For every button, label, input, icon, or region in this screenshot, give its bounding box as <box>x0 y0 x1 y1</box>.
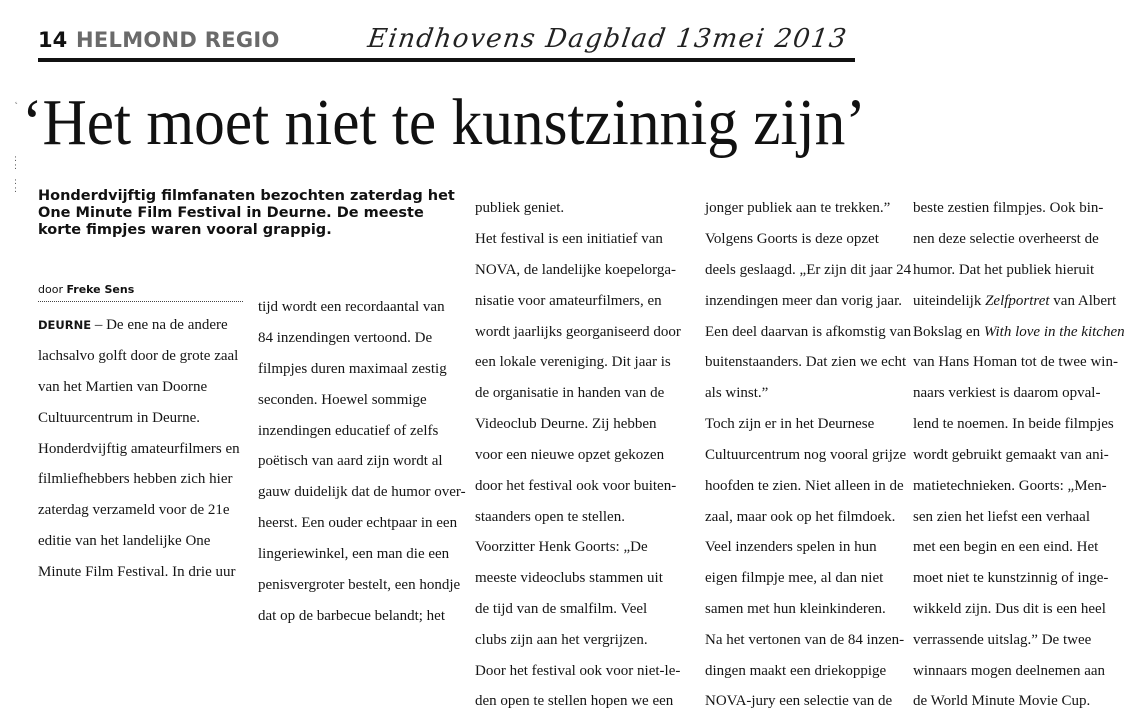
column-line: nisatie voor amateurfilmers, en <box>475 292 662 309</box>
column-line: NOVA, de landelijke koepelorga- <box>475 262 677 279</box>
column-line: dingen maakt een driekoppige <box>705 662 887 679</box>
film-title-zelfportret: Zelfportret <box>985 292 1050 309</box>
column-line: inzendingen meer dan vorig jaar. <box>705 292 903 309</box>
column-line: seconden. Hoewel sommige <box>258 391 427 408</box>
article-column-5 <box>913 186 1123 725</box>
column-line: een lokale vereniging. Dit jaar is <box>475 354 671 371</box>
byline-author: Freke Sens <box>66 283 135 296</box>
article-headline: ‘Het moet niet te kunstzinnig zijn’ <box>22 86 866 159</box>
column-line: door het festival ook voor buiten- <box>475 477 677 494</box>
article-column-3 <box>475 186 700 725</box>
column-line: eigen filmpje mee, al dan niet <box>705 570 884 587</box>
article-intro: Honderdvijftig filmfanaten bezochten zaterdag het One Minute Film Festival in Deurne. De meeste korte fimpjes waren vooral grappig. <box>38 188 455 238</box>
column-line: winnaars mogen deelnemen aan <box>913 662 1106 679</box>
column-line: Veel inzenders spelen in hun <box>705 539 877 556</box>
column-line: poëtisch van aard zijn wordt al <box>258 453 443 470</box>
byline-prefix: door <box>38 283 63 296</box>
column-line: buitenstaanders. Dat zien we echt <box>705 354 907 371</box>
column-line: uiteindelijk Zelfportret van Albert <box>913 292 1117 309</box>
column-line: humor. Dat het publiek hieruit <box>913 262 1095 279</box>
column-line: zaal, maar ook op het filmdoek. <box>705 508 896 525</box>
column-line: Minute Film Festival. In drie uur <box>38 563 236 580</box>
margin-mark: : : <box>14 154 18 172</box>
column-line: sen zien het liefst een verhaal <box>913 508 1090 525</box>
column-line: heerst. Een ouder echtpaar in een <box>258 515 458 532</box>
article-column-4 <box>705 186 915 725</box>
column-line: Volgens Goorts is deze opzet <box>705 231 879 248</box>
column-line: publiek geniet. <box>475 200 565 217</box>
column-line: Honderdvijftig amateurfilmers en <box>38 440 240 457</box>
page-header <box>38 20 855 62</box>
column-line: zaterdag verzameld voor de 21e <box>38 502 230 519</box>
column-line: Cultuurcentrum nog vooral grijze <box>705 446 907 463</box>
column-line: nen deze selectie overheerst de <box>913 231 1099 248</box>
column-line: wordt gebruikt gemaakt van ani- <box>913 446 1109 463</box>
margin-mark: : : <box>14 177 18 195</box>
column-line: Een deel daarvan is afkomstig van <box>705 323 912 340</box>
column-line: van het Martien van Doorne <box>38 379 208 396</box>
article-column-1 <box>38 303 253 596</box>
section-title: HELMOND REGIO <box>76 28 280 52</box>
column-line: gauw duidelijk dat de humor over- <box>258 484 466 501</box>
byline <box>38 283 243 302</box>
margin-mark: ˛ <box>14 95 19 105</box>
column-line: met een begin en een eind. Het <box>913 539 1099 556</box>
column-line: Videoclub Deurne. Zij hebben <box>475 416 657 433</box>
column-line: hoofden te zien. Niet alleen in de <box>705 477 904 494</box>
column-line: meeste videoclubs stammen uit <box>475 570 663 587</box>
column-line: de tijd van de smalfilm. Veel <box>475 600 648 617</box>
column-line: lend te noemen. In beide filmpjes <box>913 416 1114 433</box>
handwritten-source-note: Eindhovens Dagblad 13mei 2013 <box>365 24 850 54</box>
column-line: wikkeld zijn. Dus dit is een heel <box>913 600 1106 617</box>
column-line: inzendingen educatief of zelfs <box>258 422 439 439</box>
column-line: verrassende uitslag.” De twee <box>913 631 1092 648</box>
column-line: clubs zijn aan het vergrijzen. <box>475 631 648 648</box>
dateline: DEURNE <box>38 318 92 333</box>
column-line: naars verkiest is daarom opval- <box>913 385 1101 402</box>
column-line: als winst.” <box>705 385 769 402</box>
column-line: lingeriewinkel, een man die een <box>258 545 450 562</box>
column-line: editie van het landelijke One <box>38 533 211 550</box>
column-line: den open te stellen hopen we een <box>475 693 674 710</box>
column-line: wordt jaarlijks georganiseerd door <box>475 323 681 340</box>
column-line: de organisatie in handen van de <box>475 385 665 402</box>
column-line: voor een nieuwe opzet gekozen <box>475 446 665 463</box>
column-line: Bokslag en With love in the kitchen <box>913 323 1125 340</box>
column-line: filmpjes duren maximaal zestig <box>258 361 447 378</box>
column-line: penisvergroter bestelt, een hondje <box>258 576 461 593</box>
column-line: de World Minute Movie Cup. <box>913 693 1091 710</box>
column-line: beste zestien filmpjes. Ook bin- <box>913 200 1104 217</box>
column-line: Toch zijn er in het Deurnese <box>705 416 875 433</box>
column-line: jonger publiek aan te trekken.” <box>705 200 891 217</box>
column-line: filmliefhebbers hebben zich hier <box>38 471 233 488</box>
column-line: samen met hun kleinkinderen. <box>705 600 886 617</box>
column-line: Cultuurcentrum in Deurne. <box>38 409 201 426</box>
page-number: 14 <box>38 28 68 52</box>
column-line: van Hans Homan tot de twee win- <box>913 354 1118 371</box>
column-line: staanders open te stellen. <box>475 508 625 525</box>
column-line: NOVA-jury een selectie van de <box>705 693 893 710</box>
film-title-with-love: With love in the kitchen <box>983 323 1125 340</box>
column-line: 84 inzendingen vertoond. De <box>258 330 433 347</box>
column-line: deels geslaagd. „Er zijn dit jaar 24 <box>705 262 912 279</box>
header-rule <box>38 58 855 62</box>
column-line: lachsalvo golft door de grote zaal <box>38 348 239 365</box>
column-line: Door het festival ook voor niet-le- <box>475 662 681 679</box>
column-line: DEURNE – De ene na de andere <box>38 317 228 334</box>
article-column-2 <box>258 285 473 639</box>
column-line: Het festival is een initiatief van <box>475 231 663 248</box>
column-line: Na het vertonen van de 84 inzen- <box>705 631 905 648</box>
column-line: matietechnieken. Goorts: „Men- <box>913 477 1107 494</box>
column-line: Voorzitter Henk Goorts: „De <box>475 539 648 556</box>
column-line: tijd wordt een recordaantal van <box>258 299 445 316</box>
column-line: dat op de barbecue belandt; het <box>258 607 446 624</box>
column-line: moet niet te kunstzinnig of inge- <box>913 570 1109 587</box>
